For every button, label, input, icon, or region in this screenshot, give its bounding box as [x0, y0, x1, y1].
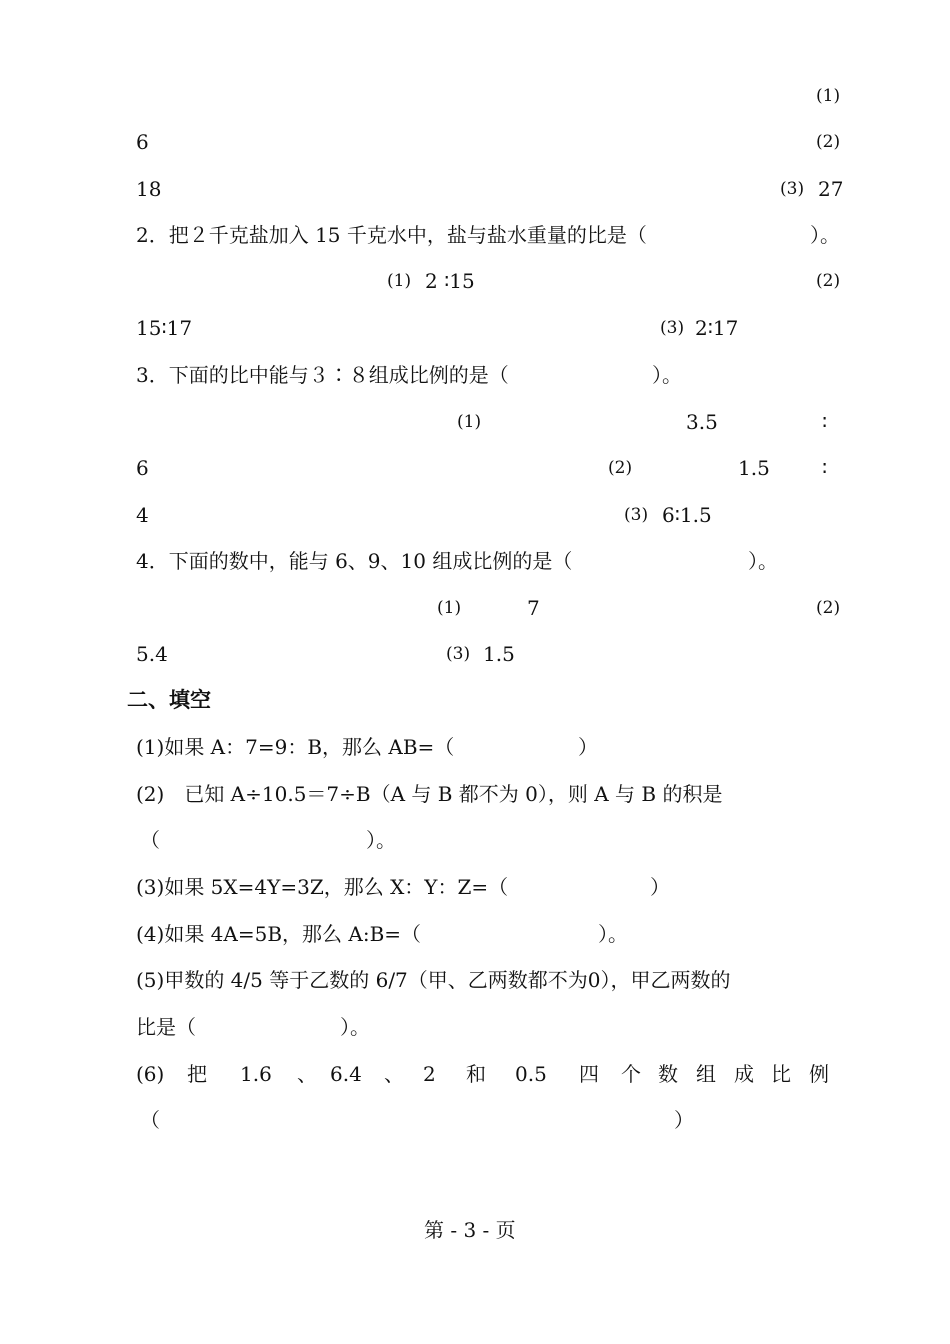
fill-5-text: (5)甲数的 4/5 等于乙数的 6/7（甲、乙两数都不为0），甲乙两数的: [136, 968, 731, 992]
fill-2-open: （: [140, 828, 160, 852]
q1-option-2-value: 6: [136, 130, 149, 154]
q2-option-2-label: (2): [816, 271, 841, 291]
q4-option-3-value: 1.5: [483, 642, 515, 666]
fill-3-end: ）: [650, 875, 670, 899]
q3-option-2-label: (2): [608, 458, 633, 478]
q2-option-1-value: 2 ∶15: [425, 269, 475, 293]
fill-6-word: 和: [466, 1062, 486, 1086]
q2-option-2-value: 15∶17: [136, 316, 193, 340]
q1-option-3-tail: 27: [818, 177, 844, 201]
q3-option-3-label: (3): [624, 505, 649, 525]
q3-option-1-colon: ∶: [822, 410, 828, 434]
fill-6-word: 、: [297, 1062, 317, 1086]
q3-stem: 3．下面的比中能与３∶８组成比例的是（: [136, 363, 509, 387]
q3-blank-end: ）。: [652, 363, 682, 387]
fill-4-end: ）。: [598, 922, 628, 946]
fill-6-word: 把: [187, 1062, 207, 1086]
fill-6-word: 成: [734, 1062, 754, 1086]
fill-6-word: 组: [696, 1062, 716, 1086]
fill-6-word: 0.5: [515, 1062, 547, 1086]
q4-option-1-label: (1): [437, 598, 462, 618]
fill-6-word: 数: [658, 1062, 678, 1086]
q2-option-3-value: 2∶17: [695, 316, 739, 340]
q4-blank-end: ）。: [748, 549, 778, 573]
section-heading: 二、填空: [127, 688, 211, 712]
q4-option-1-value: 7: [527, 596, 540, 620]
fill-6-word: 例: [809, 1062, 829, 1086]
fill-6-word: 、: [384, 1062, 404, 1086]
q3-option-1-b: 6: [136, 456, 149, 480]
q2-option-3-label: (3): [660, 318, 685, 338]
fill-6-word: 1.6: [240, 1062, 272, 1086]
page-number: 第 - 3 - 页: [424, 1218, 516, 1242]
q3-option-3-value: 6∶1.5: [662, 503, 712, 527]
q3-option-1-label: (1): [457, 412, 482, 432]
fill-5-line2: 比是（: [136, 1015, 196, 1039]
fill-2-end: ）。: [366, 828, 396, 852]
fill-5-end: ）。: [340, 1015, 370, 1039]
fill-6-word: 个: [621, 1062, 641, 1086]
q2-blank-end: ）。: [810, 223, 840, 247]
fill-6-word: 四: [579, 1062, 599, 1086]
q4-stem: 4．下面的数中，能与 6、9、10 组成比例的是（: [136, 549, 573, 573]
fill-1-end: ）: [578, 735, 598, 759]
q3-option-2-colon: ∶: [822, 456, 828, 480]
fill-6-open: （: [140, 1108, 160, 1132]
q3-option-1-a: 3.5: [686, 410, 718, 434]
q4-option-2-label: (2): [816, 598, 841, 618]
fill-6-word: 2: [423, 1062, 436, 1086]
fill-4-text: (4)如果 4A=5B，那么 A:B=（: [136, 922, 422, 946]
fill-6-label: (6): [136, 1062, 165, 1086]
fill-6-end: ）: [674, 1108, 694, 1132]
q2-stem: 2．把２千克盐加入 15 千克水中，盐与盐水重量的比是（: [136, 223, 647, 247]
fill-6-word: 比: [771, 1062, 791, 1086]
q1-option-1-label: (1): [816, 86, 841, 106]
q4-option-3-label: (3): [446, 644, 471, 664]
q1-option-3-value: 18: [136, 177, 162, 201]
fill-1-text: (1)如果 A：7=9：B，那么 AB=（: [136, 735, 455, 759]
q2-option-1-label: (1): [387, 271, 412, 291]
q3-option-2-b: 4: [136, 503, 149, 527]
q1-option-2-label: (2): [816, 132, 841, 152]
q3-option-2-a: 1.5: [738, 456, 770, 480]
fill-6-word: 6.4: [330, 1062, 362, 1086]
q1-option-3-label: (3): [780, 179, 805, 199]
fill-2-text: (2) 已知 A÷10.5＝7÷B（A 与 B 都不为 0），则 A 与 B 的积是: [136, 782, 723, 806]
fill-3-text: (3)如果 5X=4Y=3Z，那么 X：Y：Z=（: [136, 875, 509, 899]
q4-option-2-value: 5.4: [136, 642, 168, 666]
